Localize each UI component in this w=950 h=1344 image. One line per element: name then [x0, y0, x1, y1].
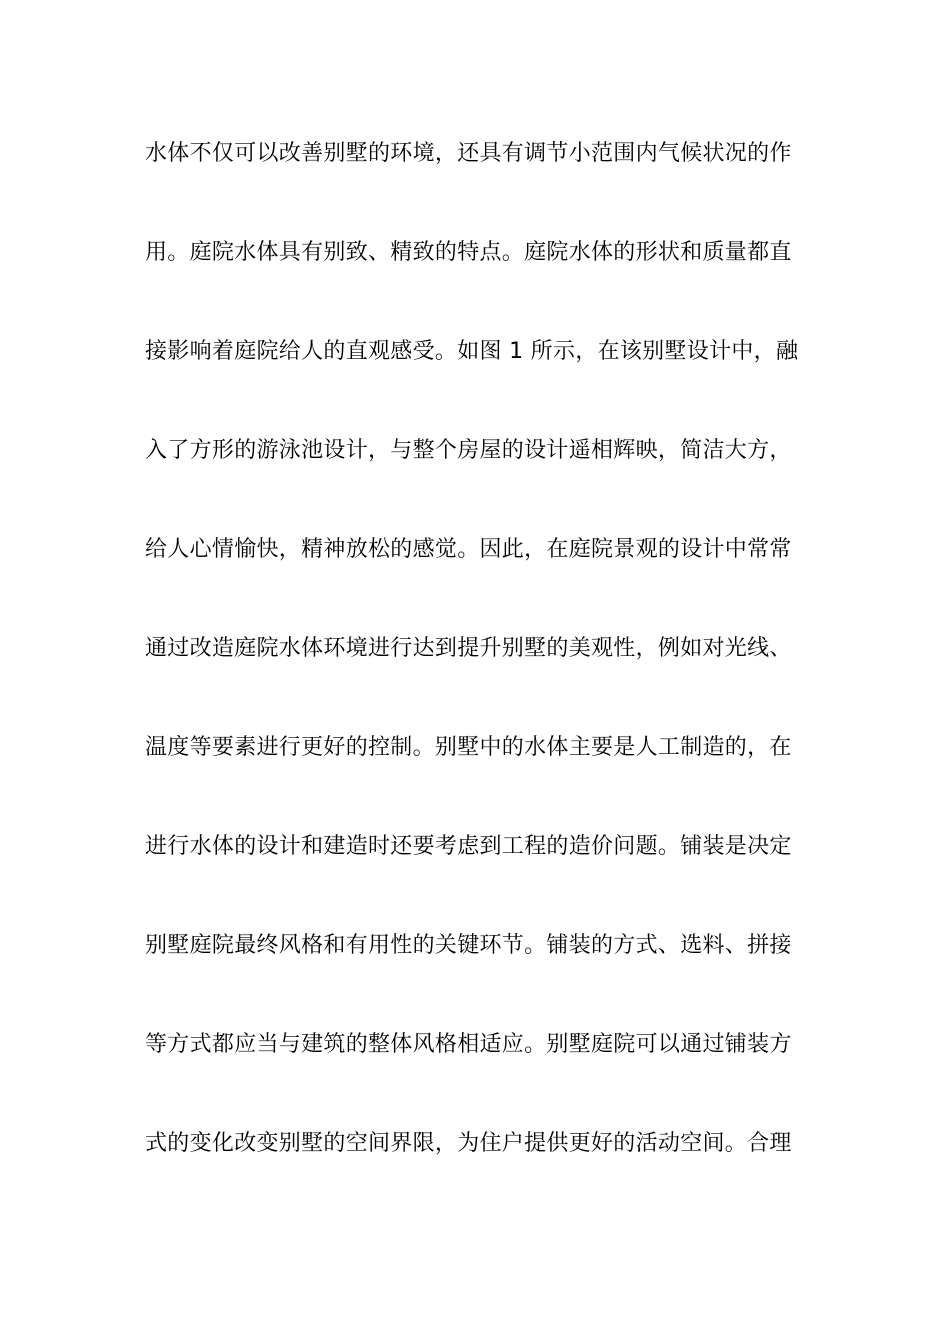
- text-line-6: 通过改造庭院水体环境进行达到提升别墅的美观性，例如对光线、: [145, 636, 792, 661]
- text-line-10: 等方式都应当与建筑的整体风格相适应。别墅庭院可以通过铺装方: [145, 1032, 792, 1057]
- text-line-8: 进行水体的设计和建造时还要考虑到工程的造价问题。铺装是决定: [145, 834, 792, 859]
- text-line-3: 接影响着庭院给人的直观感受。如图 1 所示，在该别墅设计中，融: [145, 339, 799, 364]
- text-line-5: 给人心情愉快，精神放松的感觉。因此，在庭院景观的设计中常常: [145, 537, 792, 562]
- body-paragraph: [145, 134, 810, 1223]
- text-line-2: 用。庭院水体具有别致、精致的特点。庭院水体的形状和质量都直: [145, 240, 792, 265]
- text-line-11: 式的变化改变别墅的空间界限，为住户提供更好的活动空间。合理: [145, 1131, 792, 1156]
- text-line-4: 入了方形的游泳池设计，与整个房屋的设计遥相辉映，简洁大方，: [145, 438, 792, 463]
- text-line-7: 温度等要素进行更好的控制。别墅中的水体主要是人工制造的，在: [145, 735, 792, 760]
- text-line-1: 水体不仅可以改善别墅的环境，还具有调节小范围内气候状况的作: [145, 141, 792, 166]
- text-line-9: 别墅庭院最终风格和有用性的关键环节。铺装的方式、选料、拼接: [145, 933, 792, 958]
